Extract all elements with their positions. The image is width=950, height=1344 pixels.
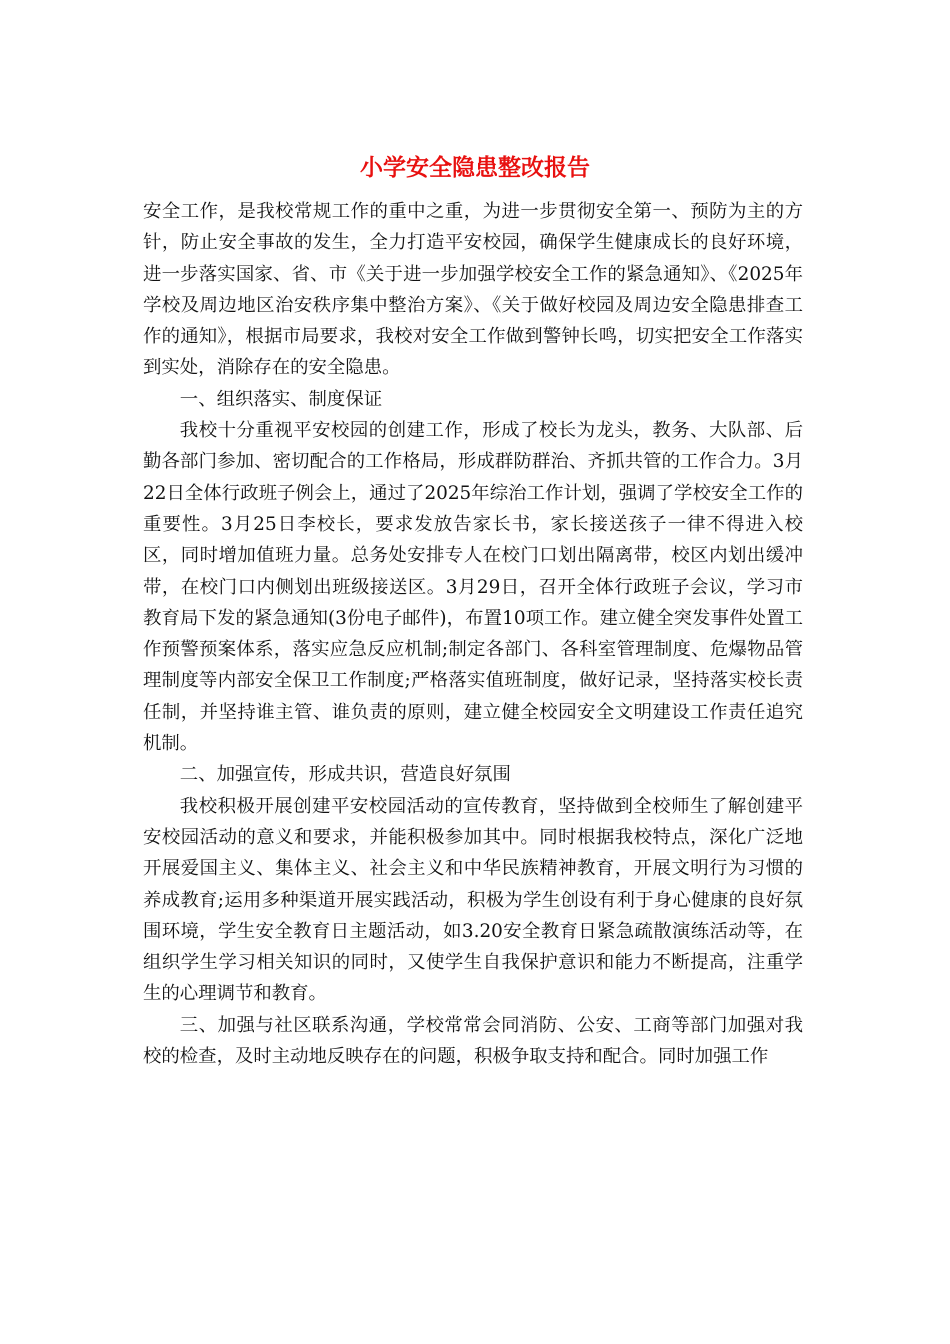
- paragraph-section-2: 我校积极开展创建平安校园活动的宣传教育，坚持做到全校师生了解创建平安校园活动的意义和要求，并能积极参加其中。同时根据我校特点，深化广泛地开展爱国主义、集体主义、社会主义和中华民族精神教育，开展文明行为习惯的养成教育;运用多种渠道开展实践活动，积极为学生创设有利于身心健康的良好氛围环境，学生安全教育日主题活动，如3.20安全教育日紧急疏散演练活动等，在组织学生学习相关知识的同时，又使学生自我保护意识和能力不断提高，注重学生的心理调节和教育。: [143, 795, 803, 1005]
- page-title: 小学安全隐患整改报告: [360, 154, 590, 181]
- paragraph-section-1: 我校十分重视平安校园的创建工作，形成了校长为龙头，教务、大队部、后勤各部门参加、密切配合的工作格局，形成群防群治、齐抓共管的工作合力。3月22日全体行政班子例会上，通过了2025年综治工作计划，强调了学校安全工作的重要性。3月25日李校长，要求发放告家长书，家长接送孩子一律不得进入校区，同时增加值班力量。总务处安排专人在校门口划出隔离带，校区内划出缓冲带，在校门口内侧划出班级接送区。3月29日，召开全体行政班子会议，学习市教育局下发的紧急通知(3份电子邮件)，布置10项工作。建立健全突发事件处置工作预警预案体系，落实应急反应机制;制定各部门、各科室管理制度、危爆物品管理制度等内部安全保卫工作制度;严格落实值班制度，做好记录，坚持落实校长责任制，并坚持谁主管、谁负责的原则，建立健全校园安全文明建设工作责任追究机制。: [143, 420, 803, 755]
- section-heading-1: 一、组织落实、制度保证: [179, 388, 383, 410]
- document-body: [143, 196, 803, 1072]
- paragraph-section-3: 三、加强与社区联系沟通，学校常常会同消防、公安、工商等部门加强对我校的检查，及时主动地反映存在的问题，积极争取支持和配合。同时加强工作: [143, 1014, 803, 1068]
- paragraph-intro: 安全工作，是我校常规工作的重中之重，为进一步贯彻安全第一、预防为主的方针，防止安全事故的发生，全力打造平安校园，确保学生健康成长的良好环境，进一步落实国家、省、市《关于进一步加强学校安全工作的紧急通知》、《2025年学校及周边地区治安秩序集中整治方案》、《关于做好校园及周边安全隐患排查工作的通知》，根据市局要求，我校对安全工作做到警钟长鸣，切实把安全工作落实到实处，消除存在的安全隐患。: [143, 201, 803, 379]
- section-heading-2: 二、加强宣传，形成共识，营造良好氛围: [179, 764, 511, 786]
